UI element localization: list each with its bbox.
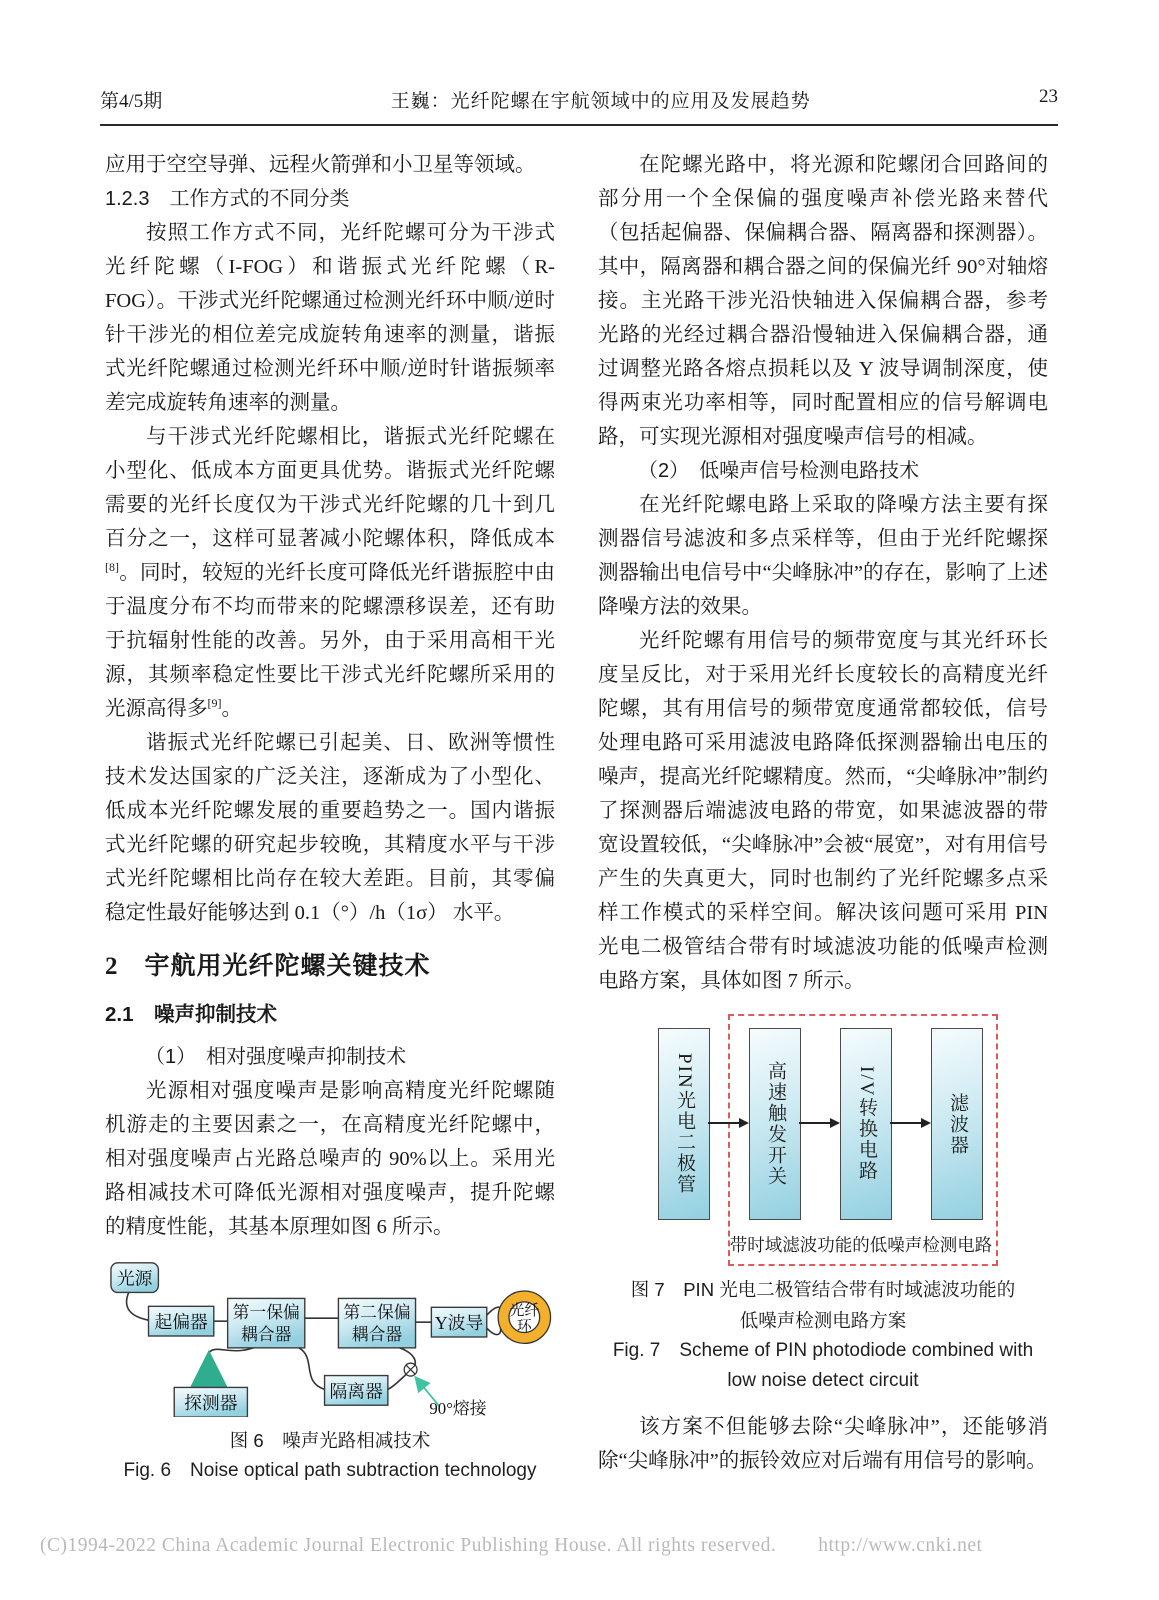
figure-6-diagram xyxy=(105,1254,555,1417)
detector-label: 探测器 xyxy=(184,1393,238,1414)
trigger-switch-box: 高速触发开关 xyxy=(749,1028,801,1220)
paragraph: 按照工作方式不同，光纤陀螺可分为干涉式光纤陀螺（I-FOG）和谐振式光纤陀螺（R-FOG）。干涉式光纤陀螺通过检测光纤环中顺/逆时针干涉光的相位差完成旋转角速率的测量，谐振式光纤陀螺通过检测光纤环中顺/逆时针谐振频率差完成旋转角速率的测量。 xyxy=(105,222,555,414)
paragraph-text: 。同时，较短的光纤长度可降低光纤谐振腔中由于温度分布不均而带来的陀螺漂移误差，还有助于抗辐射性能的改善。另外，由于采用高相干光源，其频率稳定性要比干涉式光纤陀螺所采用的光源高得多 xyxy=(105,562,555,720)
right-column xyxy=(598,148,1048,1478)
figure-7-caption-en-line2: low noise detect circuit xyxy=(727,1370,919,1391)
fiber-coupler1-detector xyxy=(209,1348,254,1353)
coupler1-label-line1: 第一保偏 xyxy=(232,1303,300,1323)
figure-6-caption-en: Fig. 6 Noise optical path subtraction technology xyxy=(123,1460,537,1481)
paragraph: 光源相对强度噪声是影响高精度光纤陀螺随机游走的主要因素之一，在高精度光纤陀螺中，相对强度噪声占光路总噪声的 90%以上。采用光路相减技术可降低光源相对强度噪声，提升陀螺的精度性能，其基本原理如图 6 所示。 xyxy=(105,1080,555,1238)
figure-7-caption-cn-line2: 低噪声检测电路方案 xyxy=(739,1310,907,1331)
coupler2-label-line2: 耦合器 xyxy=(351,1324,403,1344)
paragraph-text: 。 xyxy=(221,698,242,720)
citation-ref-9: [9] xyxy=(207,696,222,711)
paragraph: 谐振式光纤陀螺已引起美、日、欧洲等惯性技术发达国家的广泛关注，逐渐成为了小型化、低成本光纤陀螺发展的重要趋势之一。国内谐振式光纤陀螺的研究起步较晚，其精度水平与干涉式光纤陀螺相比尚存在较大差距。目前，其零偏稳定性最好能够达到 0.1（°）/h（1σ） 水平。 xyxy=(105,732,555,924)
page-header xyxy=(100,86,1058,126)
paragraph-text: 与干涉式光纤陀螺相比，谐振式光纤陀螺在小型化、低成本方面更具优势。谐振式光纤陀螺需要的光纤长度仅为干涉式光纤陀螺的几十到几百分之一，这样可显著减小陀螺体积，降低成本 xyxy=(105,426,555,550)
coupler1-label-line2: 耦合器 xyxy=(241,1324,292,1344)
pin-photodiode-box: PIN光电二极管 xyxy=(658,1028,710,1220)
splice-label: 90°熔接 xyxy=(429,1399,487,1417)
section-heading-2: 2 宇航用光纤陀螺关键技术 xyxy=(105,953,431,980)
figure-7-caption-cn-line1: 图 7 PIN 光电二极管结合带有时域滤波功能的 xyxy=(630,1279,1016,1300)
arrow-2 xyxy=(799,1122,838,1124)
cnki-url: http://www.cnki.net xyxy=(818,1535,983,1556)
left-column xyxy=(105,148,555,1486)
subsection-heading-2-1: 2.1 噪声抑制技术 xyxy=(105,1003,277,1026)
fiber-ring-label-line2: 环 xyxy=(516,1319,532,1336)
item-heading-2: （2） 低噪声信号检测电路技术 xyxy=(638,460,920,482)
detector-triangle xyxy=(190,1350,228,1388)
paragraph xyxy=(105,420,555,726)
fiber-source-polarizer xyxy=(127,1292,149,1320)
copyright-footer xyxy=(40,1535,1120,1557)
paragraph: 在陀螺光路中，将光源和陀螺闭合回路间的部分用一个全保偏的强度噪声补偿光路来替代（包括起偏器、保偏耦合器、隔离器和探测器）。其中，隔离器和耦合器之间的保偏光纤 90°对轴熔接。主光路干涉光沿快轴进入保偏耦合器，参考光路的光经过耦合器沿慢轴进入保偏耦合器，通过调整光路各熔点损耗以及 Y 波导调制深度，使得两束光功率相等，同时配置相应的信号解调电路，可实现光源相对强度噪声信号的相减。 xyxy=(598,154,1048,448)
isolator-label: 隔离器 xyxy=(329,1381,383,1402)
running-title: 王巍：光纤陀螺在宇航领域中的应用及发展趋势 xyxy=(390,91,811,112)
figure-7-caption-en-line1: Fig. 7 Scheme of PIN photodiode combined with xyxy=(612,1340,1034,1361)
paragraph: 在光纤陀螺电路上采取的降噪方法主要有探测器信号滤波和多点采样等，但由于光纤陀螺探测器输出电信号中“尖峰脉冲”的存在，影响了上述降噪方法的效果。 xyxy=(598,494,1048,618)
paragraph: 光纤陀螺有用信号的频带宽度与其光纤环长度呈反比，对于采用光纤长度较长的高精度光纤陀螺，其有用信号的频带宽度通常都较低，信号处理电路可采用滤波电路降低探测器输出电压的噪声，提高光纤陀螺精度。然而，“尖峰脉冲”制约了探测器后端滤波电路的带宽，如果滤波器的带宽设置较低，“尖峰脉冲”会被“展宽”，对有用信号产生的失真更大，同时也制约了光纤陀螺多点采样工作模式的采样空间。解决该问题可采用 PIN 光电二极管结合带有时域滤波功能的低噪声检测电路方案，具体如图 7 所示。 xyxy=(598,630,1048,992)
arrow-1 xyxy=(708,1122,747,1124)
fiber-ring-label-line1: 光纤 xyxy=(509,1303,540,1320)
coupler2-label-line1: 第二保偏 xyxy=(343,1303,411,1323)
light-source-label: 光源 xyxy=(116,1268,153,1289)
iv-converter-box: I/V转换电路 xyxy=(840,1028,892,1220)
citation-ref-8: [8] xyxy=(105,560,119,575)
arrow-3 xyxy=(890,1122,929,1124)
filter-box: 滤波器 xyxy=(931,1028,983,1220)
copyright-text: (C)1994-2022 China Academic Journal Electronic Publishing House. All rights reserved. xyxy=(40,1535,777,1556)
figure-7-frame-label: 带时域滤波功能的低噪声检测电路 xyxy=(729,1235,993,1255)
polarizer-label: 起偏器 xyxy=(154,1312,208,1333)
fiber-coupler1-isolator xyxy=(299,1348,325,1390)
y-waveguide-label: Y波导 xyxy=(434,1313,484,1334)
issue-label: 第4/5期 xyxy=(100,91,163,112)
figure-7-diagram xyxy=(598,1010,1048,1266)
page-number: 23 xyxy=(1038,86,1058,107)
paragraph: 该方案不但能够去除“尖峰脉冲”，还能够消除“尖峰脉冲”的振铃效应对后端有用信号的影响。 xyxy=(598,1416,1048,1472)
heading-1-2-3: 1.2.3 工作方式的不同分类 xyxy=(105,188,350,210)
paragraph-continuation: 应用于空空导弹、远程火箭弹和小卫星等领域。 xyxy=(105,154,536,176)
item-heading-1: （1） 相对强度噪声抑制技术 xyxy=(145,1046,407,1068)
figure-6-caption-cn: 图 6 噪声光路相减技术 xyxy=(229,1430,431,1451)
